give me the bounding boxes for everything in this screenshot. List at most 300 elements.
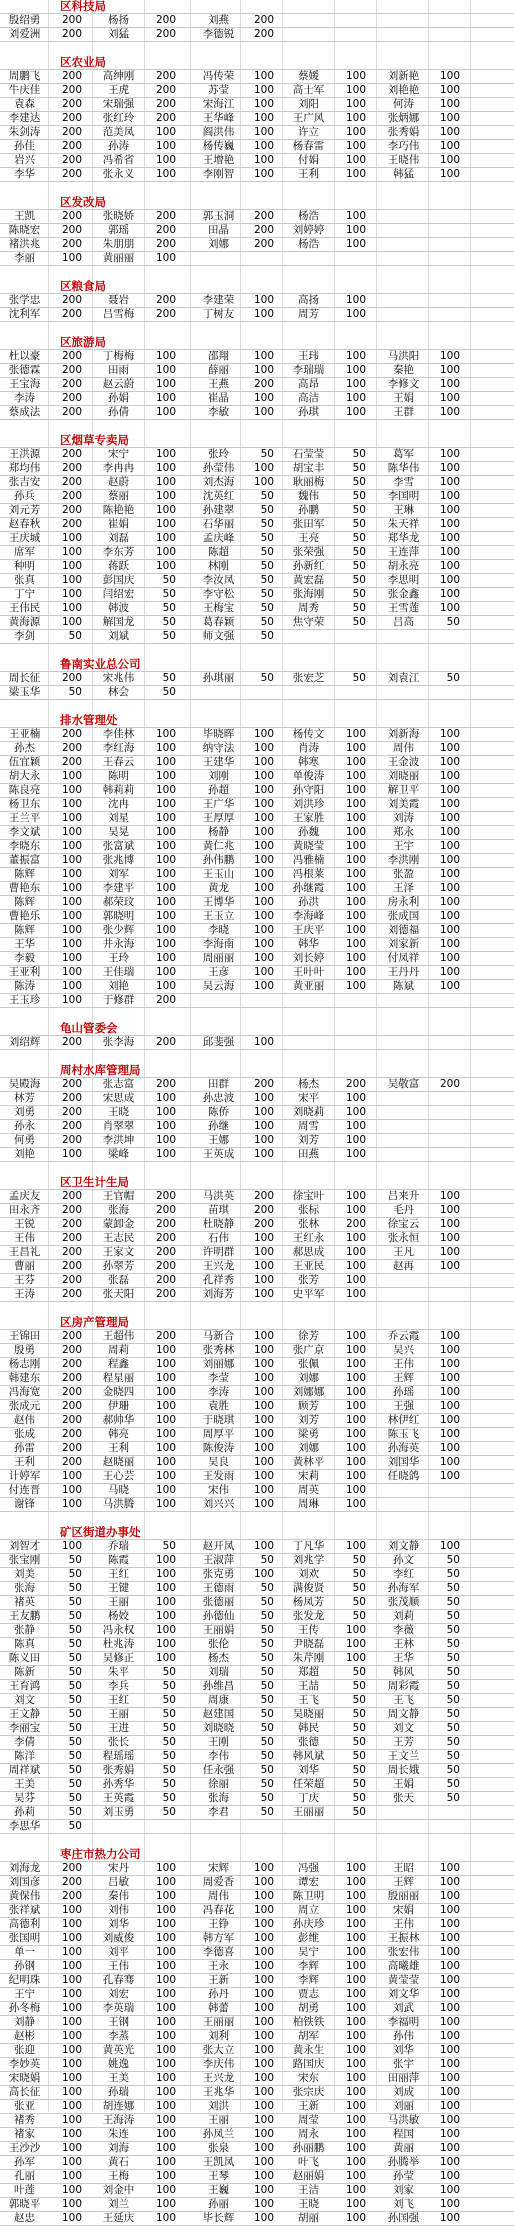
person-name: 王燕 [208,378,229,390]
table-row [0,1624,514,1638]
person-name: 李福明 [387,2016,420,2028]
amount: 100 [61,924,82,936]
section-header [0,280,514,294]
person-name: 张宗庆 [292,2086,325,2098]
person-name: 张克勇 [202,1568,235,1580]
amount: 100 [61,2212,82,2224]
amount: 100 [61,1960,82,1972]
amount: 50 [162,1694,176,1706]
amount: 50 [68,1778,82,1790]
person-name: 王玲 [108,952,129,964]
amount: 200 [61,1232,82,1244]
person-name: 张德 [298,1736,319,1748]
amount: 100 [439,1344,460,1356]
table-row [0,378,514,392]
amount: 100 [253,1470,274,1482]
amount: 200 [253,1078,274,1090]
person-name: 王丽 [208,2114,229,2126]
amount: 200 [155,994,176,1006]
person-name: 张富斌 [102,840,135,852]
amount: 100 [345,70,366,82]
person-name: 张志富 [102,1078,135,1090]
table-row [0,1778,514,1792]
amount: 100 [155,140,176,152]
amount: 200 [155,70,176,82]
amount: 100 [345,364,366,376]
amount: 50 [446,1638,460,1650]
table-row [0,98,514,112]
person-name: 殷丽丽 [387,1890,420,1902]
table-row [0,1680,514,1694]
person-name: 陈真 [14,1638,35,1650]
person-name: 周雪 [298,1120,319,1132]
person-name: 黄丽 [393,2142,414,2154]
amount: 100 [155,1946,176,1958]
amount: 200 [61,476,82,488]
amount: 100 [439,938,460,950]
amount: 200 [155,98,176,110]
amount: 100 [155,168,176,180]
person-name: 孔春骞 [102,1974,135,1986]
amount: 50 [260,1624,274,1636]
amount: 200 [61,364,82,376]
person-name: 刘德福 [387,924,420,936]
person-name: 孙丽 [208,2198,229,2210]
person-name: 李红海 [102,742,135,754]
amount: 100 [253,2128,274,2140]
amount: 100 [345,896,366,908]
section-header [0,196,514,210]
person-name: 高长征 [8,2086,41,2098]
amount: 100 [155,980,176,992]
person-name: 张亚 [14,2100,35,2112]
amount: 100 [155,826,176,838]
person-name: 孙魏 [298,826,319,838]
amount: 100 [61,2198,82,2210]
amount: 50 [68,1708,82,1720]
person-name: 王凯凤 [202,2156,235,2168]
amount: 100 [345,350,366,362]
table-row [0,616,514,630]
person-name: 周祥斌 [8,1764,41,1776]
person-name: 宋平 [298,1092,319,1104]
table-row [0,1764,514,1778]
amount: 200 [61,98,82,110]
amount: 100 [155,1400,176,1412]
person-name: 李海南 [202,938,235,950]
amount: 200 [155,1274,176,1286]
amount: 50 [68,1694,82,1706]
amount: 200 [61,1400,82,1412]
amount: 100 [155,966,176,978]
amount: 200 [345,1078,366,1090]
amount: 100 [155,1638,176,1650]
person-name: 周长征 [8,672,41,684]
person-name: 张德丽 [202,1596,235,1608]
amount: 50 [352,1666,366,1678]
person-name: 赵春秋 [8,518,41,530]
amount: 200 [61,224,82,236]
table-row [0,2156,514,2170]
person-name: 梁玉华 [8,686,41,698]
person-name: 路国庆 [292,2058,325,2070]
person-name: 刘伟 [108,1904,129,1916]
table-row [0,14,514,28]
amount: 50 [68,1624,82,1636]
person-name: 张荣强 [292,546,325,558]
person-name: 王巍 [208,2184,229,2196]
amount: 100 [253,1232,274,1244]
person-name: 任晓鸽 [387,1470,420,1482]
amount: 100 [439,2142,460,2154]
person-name: 魏伟 [298,490,319,502]
person-name: 王华峰 [202,112,235,124]
amount: 100 [253,2016,274,2028]
table-row [0,168,514,182]
amount: 100 [253,1106,274,1118]
person-name: 刘华 [393,2044,414,2056]
amount: 100 [439,364,460,376]
amount: 100 [345,798,366,810]
amount: 50 [260,1666,274,1678]
table-row [0,252,514,266]
table-row [0,1722,514,1736]
person-name: 杨杰 [208,1652,229,1664]
amount: 100 [155,2198,176,2210]
amount: 50 [68,630,82,642]
person-name: 乔瑞 [108,1540,129,1552]
person-name: 吴修正 [102,1652,135,1664]
person-name: 蒋跃 [108,560,129,572]
table-row [0,1876,514,1890]
person-name: 何勇 [14,1134,35,1146]
amount: 100 [439,1358,460,1370]
amount: 200 [61,1134,82,1146]
amount: 100 [439,2184,460,2196]
person-name: 孙杰 [14,742,35,754]
amount: 100 [345,2198,366,2210]
amount: 50 [162,574,176,586]
amount: 100 [253,1288,274,1300]
person-name: 王家文 [102,1246,135,1258]
person-name: 郑永 [393,826,414,838]
amount: 100 [253,1568,274,1580]
section-header [0,1848,514,1862]
amount: 100 [345,210,366,222]
amount: 50 [446,1582,460,1594]
person-name: 尹晓磊 [292,1638,325,1650]
amount: 100 [253,154,274,166]
person-name: 朱剑涛 [8,126,41,138]
person-name: 宋思成 [102,1092,135,1104]
person-name: 刘袁江 [387,672,420,684]
person-name: 张大立 [202,2044,235,2056]
person-name: 张芳 [298,1274,319,1286]
person-name: 王连萍 [387,546,420,558]
person-name: 冯根莱 [292,868,325,880]
amount: 50 [68,1554,82,1566]
person-name: 韩风斌 [292,1750,325,1762]
person-name: 肖翠翠 [102,1120,135,1132]
table-row [0,756,514,770]
person-name: 殷绍勇 [8,14,41,26]
person-name: 王玉山 [202,868,235,880]
person-name: 宋辉 [208,1862,229,1874]
person-name: 王林 [393,1638,414,1650]
person-name: 李敏 [208,406,229,418]
amount: 100 [345,2030,366,2042]
person-name: 李薇 [393,1624,414,1636]
amount: 50 [352,476,366,488]
amount: 100 [253,2156,274,2168]
person-name: 焦守荣 [292,616,325,628]
amount: 100 [155,812,176,824]
person-name: 单一 [14,1946,35,1958]
amount: 100 [253,840,274,852]
table-row [0,84,514,98]
amount: 100 [345,1288,366,1300]
amount: 50 [352,1722,366,1734]
person-name: 王辉 [393,1372,414,1384]
person-name: 周英 [298,1484,319,1496]
person-name: 孙超 [208,784,229,796]
amount: 100 [155,2184,176,2196]
amount: 100 [439,1932,460,1944]
person-name: 王英霞 [102,1792,135,1804]
person-name: 宋娟 [393,1904,414,1916]
person-name: 韩蕾 [208,2002,229,2014]
amount: 100 [155,2002,176,2014]
table-row [0,1974,514,1988]
amount: 100 [253,798,274,810]
person-name: 付娟 [298,154,319,166]
person-name: 朱朋朋 [102,238,135,250]
amount: 100 [439,896,460,908]
amount: 100 [345,840,366,852]
amount: 200 [155,210,176,222]
person-name: 胡连娜 [102,2100,135,2112]
amount: 100 [345,910,366,922]
amount: 50 [352,1596,366,1608]
amount: 100 [61,2072,82,2084]
table-row [0,602,514,616]
person-name: 王昌礼 [8,1246,41,1258]
person-name: 王红 [108,1694,129,1706]
amount: 100 [155,1974,176,1986]
amount: 100 [253,2100,274,2112]
person-name: 孙继 [208,1120,229,1132]
person-name: 李兵 [108,1680,129,1692]
person-name: 王伟 [108,1960,129,1972]
person-name: 王亚利 [8,966,41,978]
person-name: 郭瑶 [108,224,129,236]
section-header [0,1526,514,1540]
person-name: 张秀娟 [387,126,420,138]
amount: 100 [253,392,274,404]
person-name: 张永义 [102,168,135,180]
amount: 50 [352,1582,366,1594]
person-name: 王厚厚 [202,812,235,824]
person-name: 胡宝丰 [292,462,325,474]
amount: 50 [352,574,366,586]
table-row [0,1274,514,1288]
amount: 100 [439,2030,460,2042]
amount: 50 [446,1722,460,1734]
person-name: 周秀 [298,602,319,614]
person-name: 孔丽 [14,2170,35,2182]
amount: 100 [61,2100,82,2112]
table-row [0,784,514,798]
person-name: 王飞 [393,1694,414,1706]
amount: 100 [345,2016,366,2028]
person-name: 孙洪 [298,896,319,908]
person-name: 赵建国 [202,1708,235,1720]
person-name: 孙琪丽 [202,672,235,684]
person-name: 刘新艳 [387,70,420,82]
table-row [0,882,514,896]
amount: 100 [253,168,274,180]
amount: 100 [345,140,366,152]
person-name: 郭玉洞 [202,210,235,222]
person-name: 王梅宝 [202,602,235,614]
amount: 100 [345,1652,366,1664]
amount: 50 [162,616,176,628]
person-name: 毛丹 [393,1204,414,1216]
person-name: 周立 [298,1904,319,1916]
person-name: 张迎 [14,2044,35,2056]
person-name: 彭国庆 [102,574,135,586]
amount: 50 [260,602,274,614]
person-name: 刘家新 [387,938,420,950]
person-name: 刘家 [393,2184,414,2196]
amount: 100 [345,882,366,894]
person-name: 孙文 [393,1554,414,1566]
amount: 200 [61,1246,82,1258]
person-name: 刘文 [14,1694,35,1706]
amount: 50 [260,1694,274,1706]
amount: 100 [155,2212,176,2224]
amount: 100 [61,896,82,908]
table-row [0,2198,514,2212]
amount: 100 [439,1540,460,1552]
person-name: 赵再 [393,1260,414,1272]
amount: 100 [439,1946,460,1958]
person-name: 王传 [298,1624,319,1636]
amount: 100 [61,994,82,1006]
person-name: 纪明珠 [8,1974,41,1986]
person-name: 孙丽鹏 [292,2142,325,2154]
amount: 100 [345,784,366,796]
person-name: 王丽丽 [202,2016,235,2028]
person-name: 种明 [14,560,35,572]
amount: 100 [345,1988,366,2000]
table-row [0,1330,514,1344]
person-name: 闫绍宏 [102,588,135,600]
amount: 200 [155,224,176,236]
person-name: 梁峰 [108,1148,129,1160]
person-name: 王娟 [393,392,414,404]
person-name: 周永 [298,2128,319,2140]
amount: 200 [61,1120,82,1132]
table-row [0,1610,514,1624]
person-name: 刘娜 [298,1442,319,1454]
person-name: 周爱香 [202,1876,235,1888]
amount: 100 [253,1988,274,2000]
amount: 100 [439,560,460,572]
person-name: 周莉 [108,1344,129,1356]
amount: 100 [61,2086,82,2098]
amount: 50 [162,602,176,614]
amount: 200 [61,518,82,530]
table-row [0,980,514,994]
amount: 100 [253,952,274,964]
person-name: 王美 [14,1778,35,1790]
amount: 100 [439,854,460,866]
amount: 100 [345,1148,366,1160]
person-name: 耿丽梅 [292,476,325,488]
person-name: 张成 [14,1428,35,1440]
amount: 100 [253,2044,274,2056]
table-row [0,1372,514,1386]
table-row [0,966,514,980]
amount: 200 [61,168,82,180]
amount: 50 [446,1554,460,1566]
amount: 50 [260,1806,274,1818]
table-row [0,588,514,602]
amount: 100 [439,1386,460,1398]
person-name: 沈利军 [8,308,41,320]
amount: 50 [260,1582,274,1594]
amount: 100 [345,1960,366,1972]
section-title: 鲁南实业总公司 [60,658,141,671]
amount: 50 [352,1764,366,1776]
amount: 100 [345,1344,366,1356]
amount: 200 [253,1190,274,1202]
amount: 100 [155,1918,176,1930]
person-name: 孙新红 [292,560,325,572]
amount: 200 [155,1260,176,1272]
person-name: 刘平 [108,1946,129,1958]
person-name: 刘华 [298,1764,319,1776]
person-name: 周康 [208,1694,229,1706]
person-name: 孙莉 [14,1806,35,1818]
amount: 50 [162,672,176,684]
amount: 100 [253,728,274,740]
amount: 100 [61,910,82,922]
table-row [0,1036,514,1050]
amount: 100 [61,812,82,824]
amount: 50 [68,1680,82,1692]
table-row [0,2114,514,2128]
person-name: 于晓琪 [202,1414,235,1426]
person-name: 王晓 [298,2198,319,2210]
amount: 100 [345,224,366,236]
amount: 100 [345,1106,366,1118]
table-row [0,126,514,140]
amount: 100 [253,1386,274,1398]
person-name: 孙兵 [14,490,35,502]
person-name: 王海涛 [102,2114,135,2126]
person-name: 薛丽 [208,364,229,376]
person-name: 刘文华 [387,1988,420,2000]
table-row [0,812,514,826]
amount: 100 [253,742,274,754]
person-name: 陈辉 [14,868,35,880]
amount: 100 [345,1540,366,1552]
amount: 100 [253,938,274,950]
person-name: 李涛 [14,392,35,404]
person-name: 蔡丽 [108,490,129,502]
